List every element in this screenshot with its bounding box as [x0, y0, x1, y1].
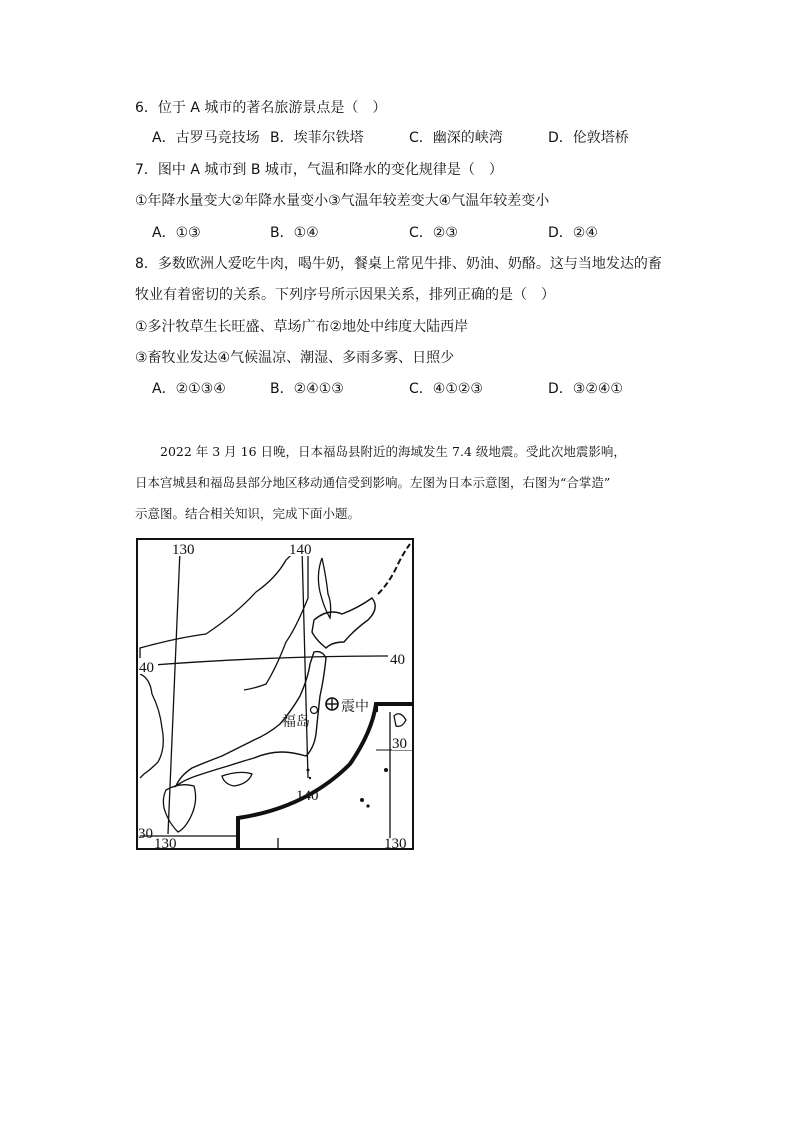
label-fukushima: 福岛: [282, 714, 310, 730]
label-lon-130-top: 130: [172, 542, 195, 558]
q8-option-b: B．②④①③: [270, 381, 344, 397]
island-dot: [307, 769, 310, 772]
q7-choices: ①年降水量变大②年降水量变小③气温年较差变大④气温年较差变小: [135, 193, 550, 209]
q8-stem-line-1: 8．多数欧洲人爱吃牛肉，喝牛奶，餐桌上常见牛排、奶油、奶酪。这与当地发达的畜: [135, 256, 662, 272]
q8-stem-line-2: 牧业有着密切的关系。下列序号所示因果关系，排列正确的是（ ）: [135, 287, 555, 303]
label-lon-130-bottom-left: 130: [154, 836, 177, 850]
q7-option-d: D．②④: [548, 225, 598, 241]
label-lat-30-left: 30: [138, 826, 153, 842]
passage: [135, 436, 675, 529]
japan-map-svg: [136, 538, 414, 850]
q6-option-b: B．埃菲尔铁塔: [270, 130, 364, 146]
q8-option-c: C．④①②③: [409, 381, 483, 397]
q6-stem: 6．位于 A 城市的著名旅游景点是（ ）: [135, 100, 387, 116]
fukushima-marker: [311, 707, 318, 714]
q8-option-a: A．②①③④: [152, 381, 226, 397]
japan-map: [136, 538, 414, 850]
q7-option-a: A．①③: [152, 225, 201, 241]
label-lat-40-right: 40: [390, 652, 405, 668]
q7-option-b: B．①④: [270, 225, 319, 241]
passage-line-1: 2022 年 3 月 16 日晚，日本福岛县附近的海域发生 7.4 级地震。受此次地震影响，: [135, 444, 626, 459]
label-epicenter: 震中: [341, 699, 369, 715]
q8-choices-line-1: ①多汁牧草生长旺盛、草场广布②地处中纬度大陆西岸: [135, 319, 469, 335]
island-dot: [366, 804, 369, 807]
q8-choices-line-2: ③畜牧业发达④气候温凉、潮湿、多雨多雾、日照少: [135, 350, 455, 366]
q6-option-c: C．幽深的峡湾: [409, 130, 503, 146]
q7-stem: 7．图中 A 城市到 B 城市，气温和降水的变化规律是（ ）: [135, 162, 503, 178]
island-dot: [309, 777, 311, 779]
label-lat-30-right: 30: [392, 736, 407, 752]
island-dot: [384, 768, 388, 772]
q8-option-d: D．③②④①: [548, 381, 623, 397]
label-lon-140-top: 140: [289, 542, 312, 558]
label-lon-130-bottom-right: 130: [384, 836, 407, 850]
q6-option-a: A．古罗马竞技场: [152, 130, 260, 146]
q6-option-d: D．伦敦塔桥: [548, 130, 629, 146]
label-lat-40-left: 40: [139, 660, 154, 676]
passage-line-3: 示意图。结合相关知识，完成下面小题。: [135, 506, 361, 521]
label-lon-140-bottom: 140: [296, 788, 319, 804]
q7-option-c: C．②③: [409, 225, 458, 241]
passage-line-2: 日本宫城县和福岛县部分地区移动通信受到影响。左图为日本示意图，右图为“合掌造”: [135, 475, 611, 490]
island-dot: [360, 798, 364, 802]
